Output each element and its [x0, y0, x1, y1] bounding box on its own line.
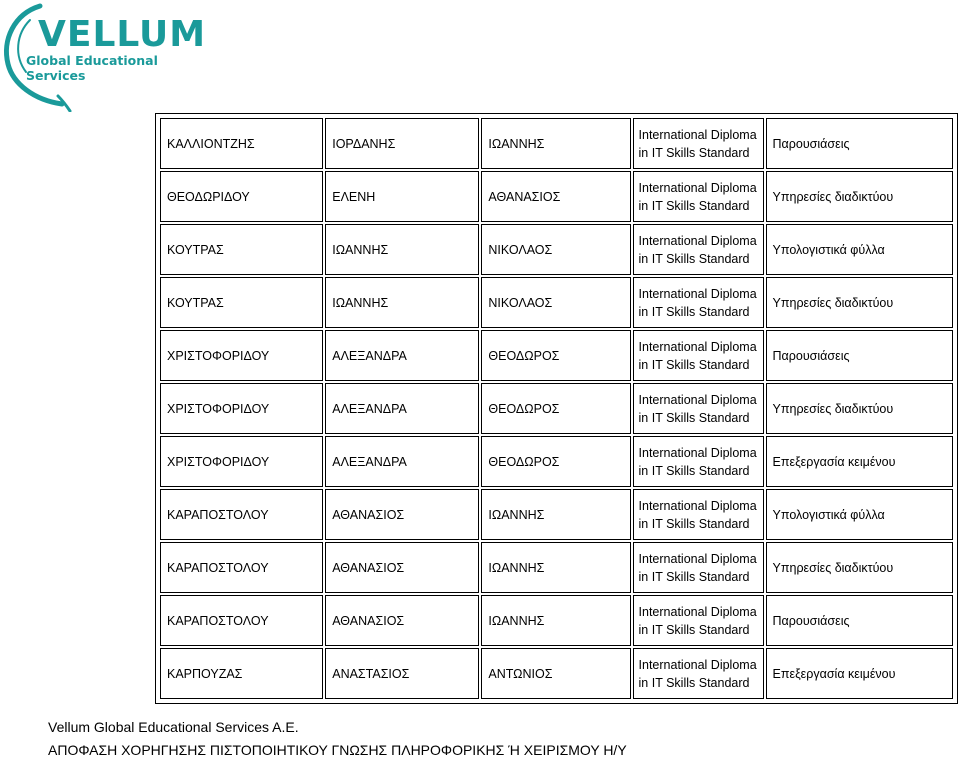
- surname-cell: ΚΑΡΠΟΥΖΑΣ: [160, 648, 323, 699]
- module-cell: Παρουσιάσεις: [766, 330, 953, 381]
- table-row: [160, 277, 953, 328]
- diploma-line-2: in IT Skills Standard: [638, 622, 750, 637]
- diploma-line-1: International Diploma: [638, 445, 757, 460]
- table-row: [160, 648, 953, 699]
- surname-cell: ΚΑΡΑΠΟΣΤΟΛΟΥ: [160, 542, 323, 593]
- module-cell: Υπηρεσίες διαδικτύου: [766, 542, 953, 593]
- father-name-cell: ΘΕΟΔΩΡΟΣ: [481, 383, 630, 434]
- diploma-cell: [633, 224, 764, 275]
- diploma-line-2: in IT Skills Standard: [638, 251, 750, 266]
- diploma-line-2: in IT Skills Standard: [638, 516, 750, 531]
- table-row: [160, 118, 953, 169]
- diploma-cell: [633, 118, 764, 169]
- diploma-cell: [633, 648, 764, 699]
- module-cell: Υπηρεσίες διαδικτύου: [766, 383, 953, 434]
- table-row: [160, 171, 953, 222]
- surname-cell: ΘΕΟΔΩΡΙΔΟΥ: [160, 171, 323, 222]
- father-name-cell: ΑΝΤΩΝΙΟΣ: [481, 648, 630, 699]
- first-name-cell: ΑΛΕΞΑΝΔΡΑ: [325, 383, 479, 434]
- surname-cell: ΚΑΛΛΙΟΝΤΖΗΣ: [160, 118, 323, 169]
- surname-cell: ΚΑΡΑΠΟΣΤΟΛΟΥ: [160, 489, 323, 540]
- diploma-line-2: in IT Skills Standard: [638, 357, 750, 372]
- surname-cell: ΚΟΥΤΡΑΣ: [160, 224, 323, 275]
- footer-decision-title: ΑΠΟΦΑΣΗ ΧΟΡΗΓΗΣΗΣ ΠΙΣΤΟΠΟΙΗΤΙΚΟΥ ΓΝΩΣΗΣ ΠΛΗΡΟΦΟΡΙΚΗΣ Ή ΧΕΙΡΙΣΜΟΥ Η/Υ: [48, 742, 627, 758]
- first-name-cell: ΑΘΑΝΑΣΙΟΣ: [325, 542, 479, 593]
- first-name-cell: ΕΛΕΝΗ: [325, 171, 479, 222]
- diploma-line-2: in IT Skills Standard: [638, 198, 750, 213]
- surname-cell: ΚΟΥΤΡΑΣ: [160, 277, 323, 328]
- diploma-line-1: International Diploma: [638, 127, 757, 142]
- first-name-cell: ΑΘΑΝΑΣΙΟΣ: [325, 595, 479, 646]
- diploma-line-1: International Diploma: [638, 339, 757, 354]
- father-name-cell: ΙΩΑΝΝΗΣ: [481, 595, 630, 646]
- module-cell: Υπολογιστικά φύλλα: [766, 489, 953, 540]
- diploma-line-1: International Diploma: [638, 233, 757, 248]
- father-name-cell: ΝΙΚΟΛΑΟΣ: [481, 277, 630, 328]
- surname-cell: ΚΑΡΑΠΟΣΤΟΛΟΥ: [160, 595, 323, 646]
- diploma-line-2: in IT Skills Standard: [638, 145, 750, 160]
- diploma-cell: [633, 277, 764, 328]
- father-name-cell: ΘΕΟΔΩΡΟΣ: [481, 330, 630, 381]
- table-row: [160, 542, 953, 593]
- table-row: [160, 489, 953, 540]
- module-cell: Υπηρεσίες διαδικτύου: [766, 277, 953, 328]
- diploma-line-2: in IT Skills Standard: [638, 463, 750, 478]
- diploma-cell: [633, 595, 764, 646]
- table-row: [160, 224, 953, 275]
- first-name-cell: ΙΩΑΝΝΗΣ: [325, 277, 479, 328]
- diploma-cell: [633, 542, 764, 593]
- footer-company: Vellum Global Educational Services A.E.: [48, 719, 299, 735]
- father-name-cell: ΙΩΑΝΝΗΣ: [481, 118, 630, 169]
- diploma-line-1: International Diploma: [638, 286, 757, 301]
- diploma-line-1: International Diploma: [638, 604, 757, 619]
- diploma-line-1: International Diploma: [638, 551, 757, 566]
- diploma-line-2: in IT Skills Standard: [638, 304, 750, 319]
- father-name-cell: ΝΙΚΟΛΑΟΣ: [481, 224, 630, 275]
- logo-subtitle: Global Educational Services: [26, 53, 158, 83]
- surname-cell: ΧΡΙΣΤΟΦΟΡΙΔΟΥ: [160, 330, 323, 381]
- diploma-line-1: International Diploma: [638, 498, 757, 513]
- module-cell: Παρουσιάσεις: [766, 118, 953, 169]
- first-name-cell: ΑΝΑΣΤΑΣΙΟΣ: [325, 648, 479, 699]
- diploma-cell: [633, 383, 764, 434]
- father-name-cell: ΘΕΟΔΩΡΟΣ: [481, 436, 630, 487]
- diploma-line-1: International Diploma: [638, 657, 757, 672]
- table-row: [160, 436, 953, 487]
- diploma-line-1: International Diploma: [638, 180, 757, 195]
- first-name-cell: ΙΟΡΔΑΝΗΣ: [325, 118, 479, 169]
- vellum-logo: [0, 0, 220, 112]
- diploma-line-2: in IT Skills Standard: [638, 569, 750, 584]
- father-name-cell: ΙΩΑΝΝΗΣ: [481, 542, 630, 593]
- table-row: [160, 383, 953, 434]
- surname-cell: ΧΡΙΣΤΟΦΟΡΙΔΟΥ: [160, 436, 323, 487]
- father-name-cell: ΙΩΑΝΝΗΣ: [481, 489, 630, 540]
- module-cell: Επεξεργασία κειμένου: [766, 436, 953, 487]
- first-name-cell: ΑΛΕΞΑΝΔΡΑ: [325, 330, 479, 381]
- certificates-table: [158, 116, 955, 701]
- diploma-cell: [633, 330, 764, 381]
- table-row: [160, 595, 953, 646]
- module-cell: Υπολογιστικά φύλλα: [766, 224, 953, 275]
- module-cell: Παρουσιάσεις: [766, 595, 953, 646]
- father-name-cell: ΑΘΑΝΑΣΙΟΣ: [481, 171, 630, 222]
- first-name-cell: ΑΘΑΝΑΣΙΟΣ: [325, 489, 479, 540]
- first-name-cell: ΑΛΕΞΑΝΔΡΑ: [325, 436, 479, 487]
- diploma-cell: [633, 489, 764, 540]
- certificates-table-body: [160, 118, 953, 699]
- diploma-line-1: International Diploma: [638, 392, 757, 407]
- diploma-cell: [633, 171, 764, 222]
- surname-cell: ΧΡΙΣΤΟΦΟΡΙΔΟΥ: [160, 383, 323, 434]
- module-cell: Επεξεργασία κειμένου: [766, 648, 953, 699]
- logo-title: VELLUM: [38, 14, 207, 55]
- first-name-cell: ΙΩΑΝΝΗΣ: [325, 224, 479, 275]
- diploma-line-2: in IT Skills Standard: [638, 410, 750, 425]
- module-cell: Υπηρεσίες διαδικτύου: [766, 171, 953, 222]
- diploma-cell: [633, 436, 764, 487]
- table-row: [160, 330, 953, 381]
- diploma-line-2: in IT Skills Standard: [638, 675, 750, 690]
- certificates-table-frame: [155, 113, 958, 704]
